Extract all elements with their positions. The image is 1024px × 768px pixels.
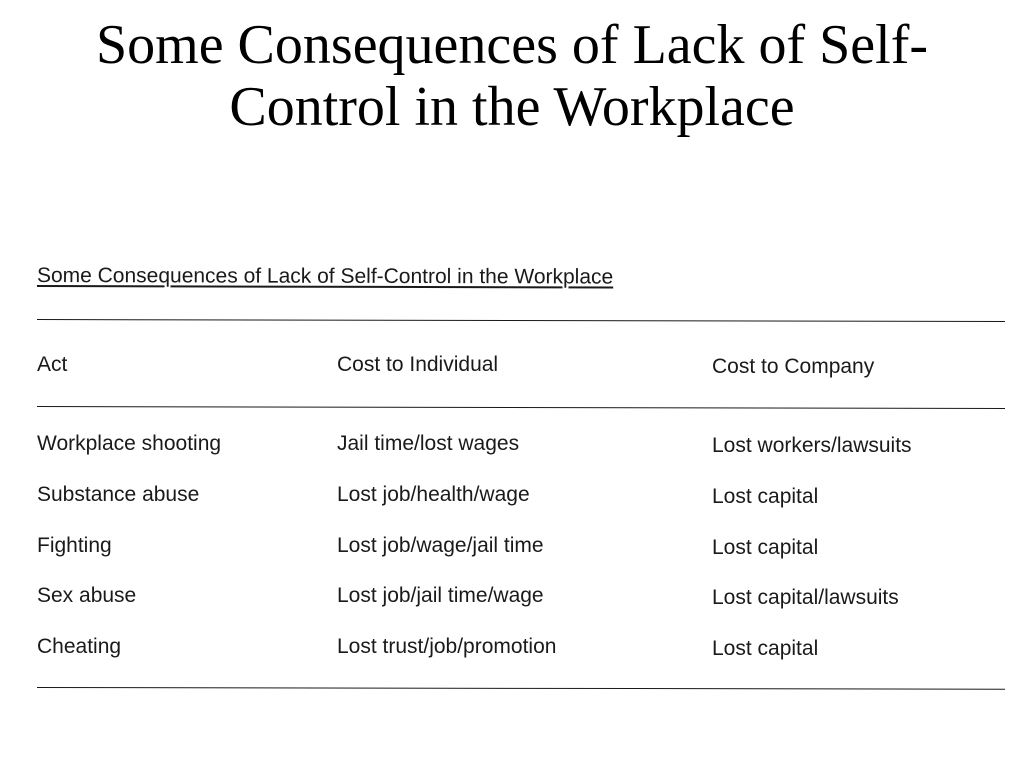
table-row (37, 633, 1005, 663)
row-cost-to-company: Lost capital (712, 536, 819, 559)
consequences-table (36, 262, 1005, 660)
row-cost-to-individual: Lost job/jail time/wage (337, 584, 544, 607)
row-act: Sex abuse (37, 584, 137, 607)
table-row (37, 430, 1005, 460)
header-act: Act (37, 353, 68, 376)
table-bottom-rule (37, 687, 1005, 690)
table-row (37, 481, 1005, 511)
table-header-rule (37, 406, 1005, 409)
slide-title-line-1: Some Consequences of Lack of Self- (96, 14, 928, 76)
table-caption: Some Consequences of Lack of Self-Control in the Workplace (36, 264, 614, 289)
row-cost-to-individual: Lost job/health/wage (337, 483, 530, 506)
row-cost-to-company: Lost capital (712, 485, 819, 508)
table-header-row (37, 351, 1005, 381)
slide-title-line-2: Control in the Workplace (229, 76, 795, 138)
row-cost-to-individual: Lost trust/job/promotion (337, 635, 557, 658)
row-act: Substance abuse (37, 483, 200, 506)
row-act: Cheating (37, 635, 122, 658)
table-top-rule (37, 319, 1005, 322)
table-row (37, 532, 1005, 562)
row-act: Workplace shooting (37, 432, 222, 455)
slide-title (0, 14, 1024, 138)
row-cost-to-individual: Lost job/wage/jail time (337, 534, 544, 557)
row-cost-to-company: Lost capital (712, 637, 819, 660)
header-cost-to-company: Cost to Company (712, 355, 875, 378)
row-act: Fighting (37, 534, 112, 557)
row-cost-to-individual: Jail time/lost wages (337, 432, 520, 455)
row-cost-to-company: Lost capital/lawsuits (712, 586, 899, 609)
row-cost-to-company: Lost workers/lawsuits (712, 434, 912, 457)
header-cost-to-individual: Cost to Individual (337, 353, 499, 376)
table-row (37, 582, 1005, 612)
